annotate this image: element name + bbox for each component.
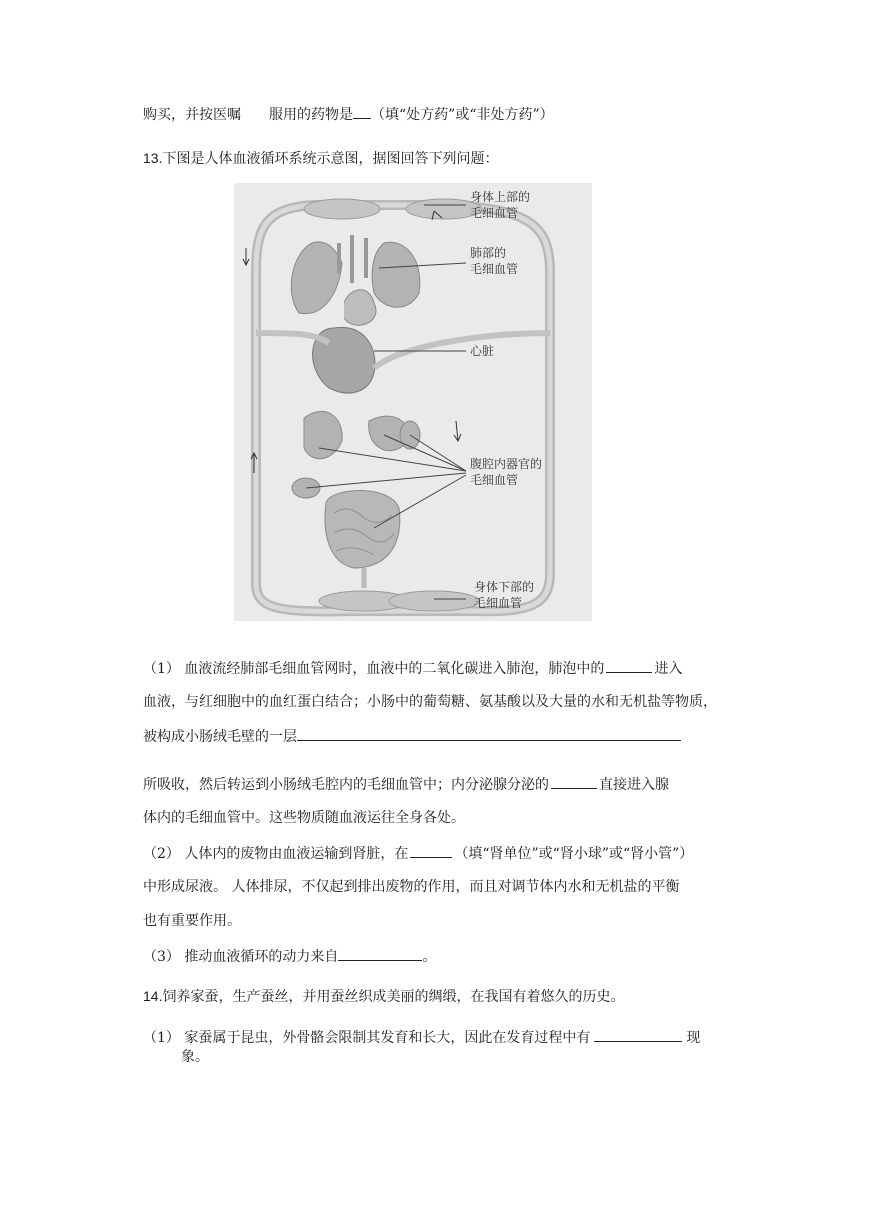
question-text: 下图是人体血液循环系统示意图，据图回答下列问题： (162, 151, 499, 167)
label-lung-capillaries-2: 毛细血管 (470, 262, 519, 276)
text-segment: （1） 血液流经肺部毛细血管网时，血液中的二氧化碳进入肺泡，肺泡中的 (143, 661, 605, 677)
q13-part1-line1 (143, 658, 682, 679)
text-segment: 中形成尿液。 人体排尿，不仅起到排出废物的作用，而且对调节体内水和无机盐的平衡 (143, 879, 680, 895)
q13-part2-line3 (143, 911, 241, 931)
answer-blank[interactable] (297, 726, 681, 741)
q13-part1-line3 (143, 726, 681, 747)
top-line-middle: 服用的药物是 (269, 107, 353, 123)
q13-part2-line1 (143, 843, 693, 864)
top-line-suffix: （填“处方药”或“非处方药”） (371, 107, 554, 123)
top-line-prefix: 购买，并按医嘱 (143, 107, 241, 123)
question-number: 14. (143, 988, 163, 1004)
text-segment: 所吸收，然后转运到小肠绒毛腔内的毛细血管中；内分泌腺分泌的 (143, 777, 549, 793)
circulation-diagram (234, 183, 592, 621)
q13-part2-line2 (143, 877, 679, 897)
q14-part1-line2 (181, 1047, 209, 1067)
q14-part1-line1 (143, 1027, 700, 1048)
answer-blank[interactable] (338, 946, 422, 961)
question-text: 饲养家蚕，生产蚕丝，并用蚕丝织成美丽的绸缎，在我国有着悠久的历史。 (162, 989, 625, 1005)
text-segment: 也有重要作用。 (143, 913, 241, 929)
label-lung-capillaries: 肺部的 (470, 246, 507, 260)
top-line (143, 104, 554, 125)
text-segment: （填“肾单位”或“肾小球”或“肾小管”） (454, 846, 694, 862)
q13-part1-line5 (143, 808, 465, 828)
text-segment: 象。 (181, 1049, 209, 1065)
label-heart: 心脏 (470, 344, 495, 358)
label-upper-capillaries: 身体上部的 (470, 190, 531, 204)
answer-blank[interactable] (594, 1027, 682, 1042)
circulation-diagram-svg (234, 183, 592, 621)
text-segment: 被构成小肠绒毛壁的一层 (143, 729, 297, 745)
answer-blank[interactable] (353, 104, 371, 119)
q13-part1-line2 (143, 692, 717, 712)
text-segment: 血液，与红细胞中的血红蛋白结合；小肠中的葡萄糖、氨基酸以及大量的水和无机盐等物质， (143, 694, 717, 710)
question-number: 13. (143, 150, 163, 166)
answer-blank[interactable] (606, 658, 652, 673)
question-14-title (143, 986, 624, 1007)
text-segment: 体内的毛细血管中。这些物质随血液运往全身各处。 (143, 810, 465, 826)
answer-blank[interactable] (551, 774, 597, 789)
label-upper-capillaries-2: 毛细血管 (470, 206, 519, 220)
answer-blank[interactable] (410, 843, 452, 858)
text-segment: （3） 推动血液循环的动力来自 (143, 949, 339, 965)
q13-part3 (143, 946, 436, 967)
text-segment: 现 (686, 1030, 701, 1046)
label-lower-capillaries-2: 毛细血管 (474, 596, 523, 610)
label-lower-capillaries: 身体下部的 (474, 580, 535, 594)
text-segment: 进入 (654, 661, 683, 677)
label-abdominal-capillaries: 腹腔内器官的 (470, 457, 543, 471)
question-13-title (143, 148, 498, 169)
q13-part1-line4 (143, 774, 669, 795)
text-segment: （2） 人体内的废物由血液运输到肾脏，在 (143, 846, 409, 862)
text-segment: （1） 家蚕属于昆虫，外骨骼会限制其发育和长大，因此在发育过程中有 (143, 1030, 591, 1046)
text-segment: 。 (422, 949, 437, 965)
upper-capillary-bed (304, 199, 380, 219)
text-segment: 直接进入腺 (599, 777, 669, 793)
label-abdominal-capillaries-2: 毛细血管 (470, 473, 519, 487)
